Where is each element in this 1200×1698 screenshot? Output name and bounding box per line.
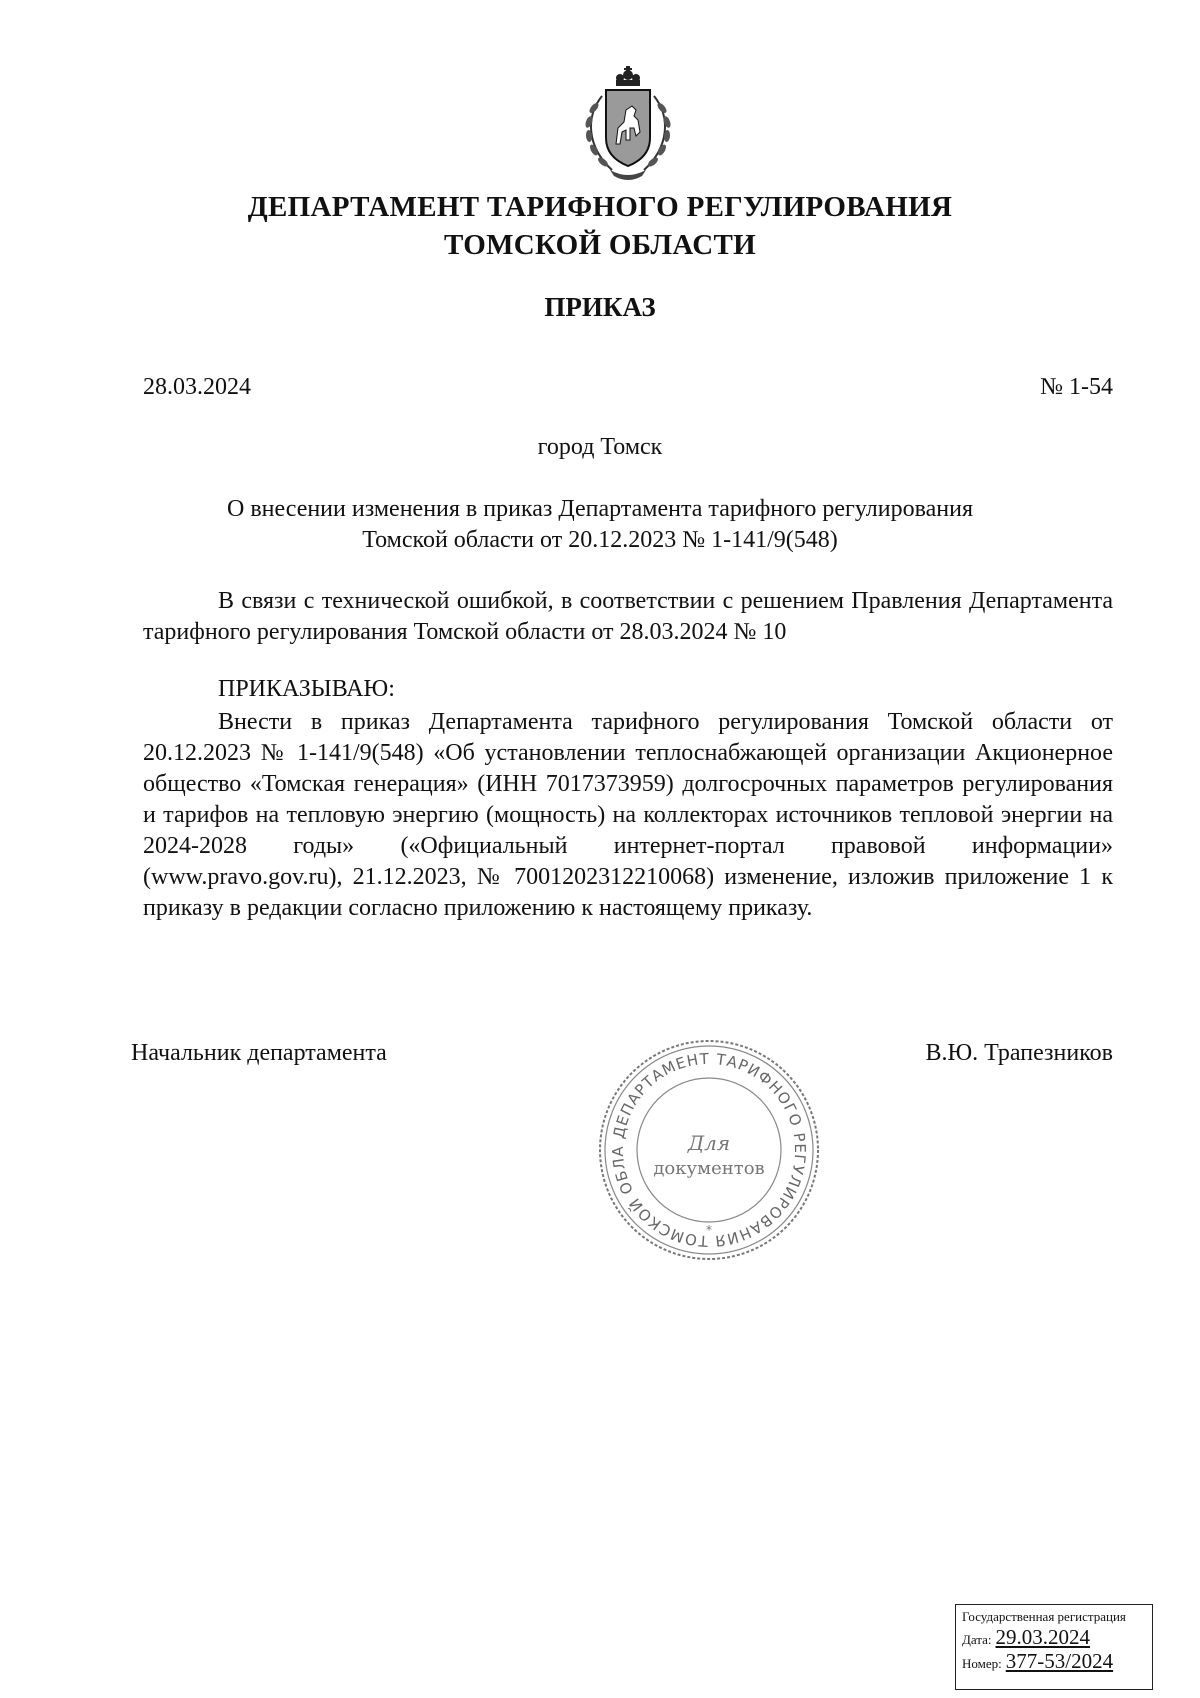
official-stamp [597,1038,821,1262]
registration-date-row [962,1625,1146,1649]
signatory-position: Начальник департамента [131,1040,387,1066]
organization-title-line2: ТОМСКОЙ ОБЛАСТИ [444,229,756,261]
document-date: 28.03.2024 [143,374,251,400]
coat-of-arms-emblem [572,66,684,184]
stamp-star-icon: * [706,1223,712,1237]
subject-line2: Томской области от 20.12.2023 № 1-141/9(548) [362,527,838,553]
organization-title [0,188,1200,264]
stamp-center-line2: документов [653,1158,765,1179]
document-type-title: ПРИКАЗ [544,292,656,322]
stamp-center-line1: Для [687,1131,731,1155]
signatory-name: В.Ю. Трапезников [925,1040,1113,1066]
registration-number-label: Номер: [962,1656,1002,1671]
registration-box [955,1604,1153,1690]
registration-date-value: 29.03.2024 [995,1625,1091,1649]
document-number: № 1-54 [1040,374,1113,400]
registration-number-value: 377-53/2024 [1005,1649,1114,1673]
registration-title: Государственная регистрация [962,1609,1126,1624]
document-subject [160,494,1040,556]
preamble-paragraph: В связи с технической ошибкой, в соответствии с решением Правления Департамента тарифного регулирования Томской области от 28.03.2024 № 10 [143,588,1113,645]
order-keyword: ПРИКАЗЫВАЮ: [218,676,395,702]
registration-date-label: Дата: [962,1632,992,1647]
stamp-ring-text: ДЕПАРТАМЕНТ ТАРИФНОГО РЕГУЛИРОВАНИЯ ТОМСКОЙ ОБЛА [608,1049,810,1251]
order-paragraph: Внести в приказ Департамента тарифного регулирования Томской области от 20.12.2023 № 1-141/9(548) «Об установлении теплоснабжающей организации Акционерное общество «Томская генерация» (ИНН 7017373959) долгосрочных параметров регулирования и тарифов на тепловую энергию (мощность) на коллекторах источников тепловой энергии на 2024-2028 годы» («Официальный интернет-портал правовой информации» (www.pravo.gov.ru), 21.12.2023, № 7001202312210068) изменение, изложив приложение 1 к приказу в редакции согласно приложению к настоящему приказу. [143,709,1113,921]
registration-number-row [962,1649,1146,1673]
document-city: город Томск [537,434,663,460]
organization-title-line1: ДЕПАРТАМЕНТ ТАРИФНОГО РЕГУЛИРОВАНИЯ [247,191,953,223]
subject-line1: О внесении изменения в приказ Департамента тарифного регулирования [226,496,973,522]
